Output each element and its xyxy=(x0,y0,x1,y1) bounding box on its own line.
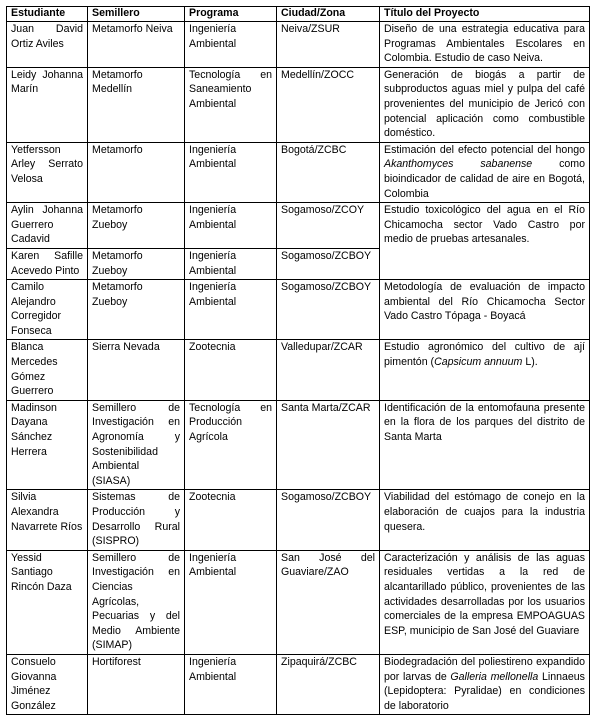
cell-programa: Ingeniería Ambiental xyxy=(185,142,277,202)
cell-ciudad: Sogamoso/ZCBOY xyxy=(277,280,380,340)
table-row xyxy=(7,142,590,202)
table-row xyxy=(7,340,590,400)
cell-semillero: Hortiforest xyxy=(88,654,185,714)
titulo-text: Biodegradación del poliestireno expandido por larvas de xyxy=(384,655,585,683)
cell-semillero: Sierra Nevada xyxy=(88,340,185,400)
header-titulo: Título del Proyecto xyxy=(380,7,590,22)
cell-semillero: Metamorfo xyxy=(88,142,185,202)
cell-titulo: Estudio toxicológico del agua en el Río Chicamocha sector Vado Castro por medio de pruebas artesanales. xyxy=(380,203,590,280)
cell-semillero: Metamorfo Zueboy xyxy=(88,203,185,249)
table-row xyxy=(7,280,590,340)
cell-programa: Ingeniería Ambiental xyxy=(185,280,277,340)
cell-titulo xyxy=(380,142,590,202)
cell-ciudad: Neiva/ZSUR xyxy=(277,22,380,68)
cell-estudiante: Yessid Santiago Rincón Daza xyxy=(7,550,88,654)
table-row xyxy=(7,400,590,490)
header-semillero: Semillero xyxy=(88,7,185,22)
cell-estudiante: Consuelo Giovanna Jiménez González xyxy=(7,654,88,714)
cell-ciudad: Santa Marta/ZCAR xyxy=(277,400,380,490)
cell-semillero: Semillero de Investigación en Agronomía y Sostenibilidad Ambiental (SIASA) xyxy=(88,400,185,490)
cell-titulo xyxy=(380,340,590,400)
table-row xyxy=(7,67,590,142)
cell-programa: Ingeniería Ambiental xyxy=(185,22,277,68)
titulo-text: como bioindicador de calidad de aire en Bogotá, Colombia xyxy=(384,158,585,200)
table-row xyxy=(7,490,590,550)
cell-estudiante: Aylin Johanna Guerrero Cadavid xyxy=(7,203,88,249)
cell-estudiante: Juan David Ortiz Aviles xyxy=(7,22,88,68)
species-name: Capsicum annuum xyxy=(434,356,523,369)
table-row xyxy=(7,550,590,654)
cell-semillero: Metamorfo Zueboy xyxy=(88,248,185,279)
cell-estudiante: Madinson Dayana Sánchez Herrera xyxy=(7,400,88,490)
cell-estudiante: Silvia Alexandra Navarrete Ríos xyxy=(7,490,88,550)
species-name: Akanthomyces sabanense xyxy=(384,158,533,171)
cell-programa: Zootecnia xyxy=(185,490,277,550)
cell-estudiante: Camilo Alejandro Corregidor Fonseca xyxy=(7,280,88,340)
cell-titulo: Metodología de evaluación de impacto ambiental del Río Chicamocha Sector Vado Castro Tópaga - Boyacá xyxy=(380,280,590,340)
cell-estudiante: Karen Safille Acevedo Pinto xyxy=(7,248,88,279)
titulo-text: Estimación del efecto potencial del hongo xyxy=(384,143,585,156)
cell-ciudad: Valledupar/ZCAR xyxy=(277,340,380,400)
table-row xyxy=(7,203,590,249)
titulo-text: Estudio agronómico del cultivo de ají pimentón ( xyxy=(384,341,585,369)
cell-programa: Ingeniería Ambiental xyxy=(185,248,277,279)
cell-ciudad: San José del Guaviare/ZAO xyxy=(277,550,380,654)
cell-titulo: Generación de biogás a partir de subproductos aguas miel y pulpa del café provenientes del municipio de Jericó con potencial aplicación como combustible doméstico. xyxy=(380,67,590,142)
cell-ciudad: Sogamoso/ZCOY xyxy=(277,203,380,249)
cell-titulo xyxy=(380,654,590,714)
cell-semillero: Metamorfo Neiva xyxy=(88,22,185,68)
header-estudiante: Estudiante xyxy=(7,7,88,22)
cell-titulo: Identificación de la entomofauna presente en la flora de los parques del distrito de Santa Marta xyxy=(380,400,590,490)
table-row xyxy=(7,22,590,68)
cell-programa: Tecnología en Producción Agrícola xyxy=(185,400,277,490)
cell-ciudad: Zipaquirá/ZCBC xyxy=(277,654,380,714)
header-row xyxy=(7,7,590,22)
cell-estudiante: Leidy Johanna Marín xyxy=(7,67,88,142)
cell-ciudad: Sogamoso/ZCBOY xyxy=(277,248,380,279)
cell-semillero: Semillero de Investigación en Ciencias Agrícolas, Pecuarias y del Medio Ambiente (SIMAP) xyxy=(88,550,185,654)
cell-programa: Ingeniería Ambiental xyxy=(185,654,277,714)
cell-ciudad: Sogamoso/ZCBOY xyxy=(277,490,380,550)
table-row xyxy=(7,654,590,714)
cell-titulo: Caracterización y análisis de las aguas residuales vertidas a la red de alcantarillado público, provenientes de las actividades desarrolladas por los usuarios comerciales de la empresa EMPOAGUAS ESP, municipio de San José del Guaviare xyxy=(380,550,590,654)
cell-estudiante: Yetfersson Arley Serrato Velosa xyxy=(7,142,88,202)
cell-programa: Ingeniería Ambiental xyxy=(185,550,277,654)
cell-ciudad: Bogotá/ZCBC xyxy=(277,142,380,202)
cell-semillero: Sistemas de Producción y Desarrollo Rural (SISPRO) xyxy=(88,490,185,550)
cell-estudiante: Blanca Mercedes Gómez Guerrero xyxy=(7,340,88,400)
header-ciudad: Ciudad/Zona xyxy=(277,7,380,22)
cell-programa: Zootecnia xyxy=(185,340,277,400)
cell-semillero: Metamorfo Zueboy xyxy=(88,280,185,340)
cell-programa: Ingeniería Ambiental xyxy=(185,203,277,249)
cell-titulo: Diseño de una estrategia educativa para Programas Ambientales Escolares en Colombia. Estudio de caso Neiva. xyxy=(380,22,590,68)
cell-programa: Tecnología en Saneamiento Ambiental xyxy=(185,67,277,142)
projects-table xyxy=(6,6,590,715)
titulo-text: Linnaeus (Lepidoptera: Pyralidae) en condiciones de laboratorio xyxy=(384,670,585,712)
titulo-text: L). xyxy=(522,356,538,369)
cell-titulo: Viabilidad del estómago de conejo en la elaboración de cuajos para la industria quesera. xyxy=(380,490,590,550)
cell-semillero: Metamorfo Medellín xyxy=(88,67,185,142)
species-name: Galleria mellonella xyxy=(450,670,539,683)
cell-ciudad: Medellín/ZOCC xyxy=(277,67,380,142)
header-programa: Programa xyxy=(185,7,277,22)
